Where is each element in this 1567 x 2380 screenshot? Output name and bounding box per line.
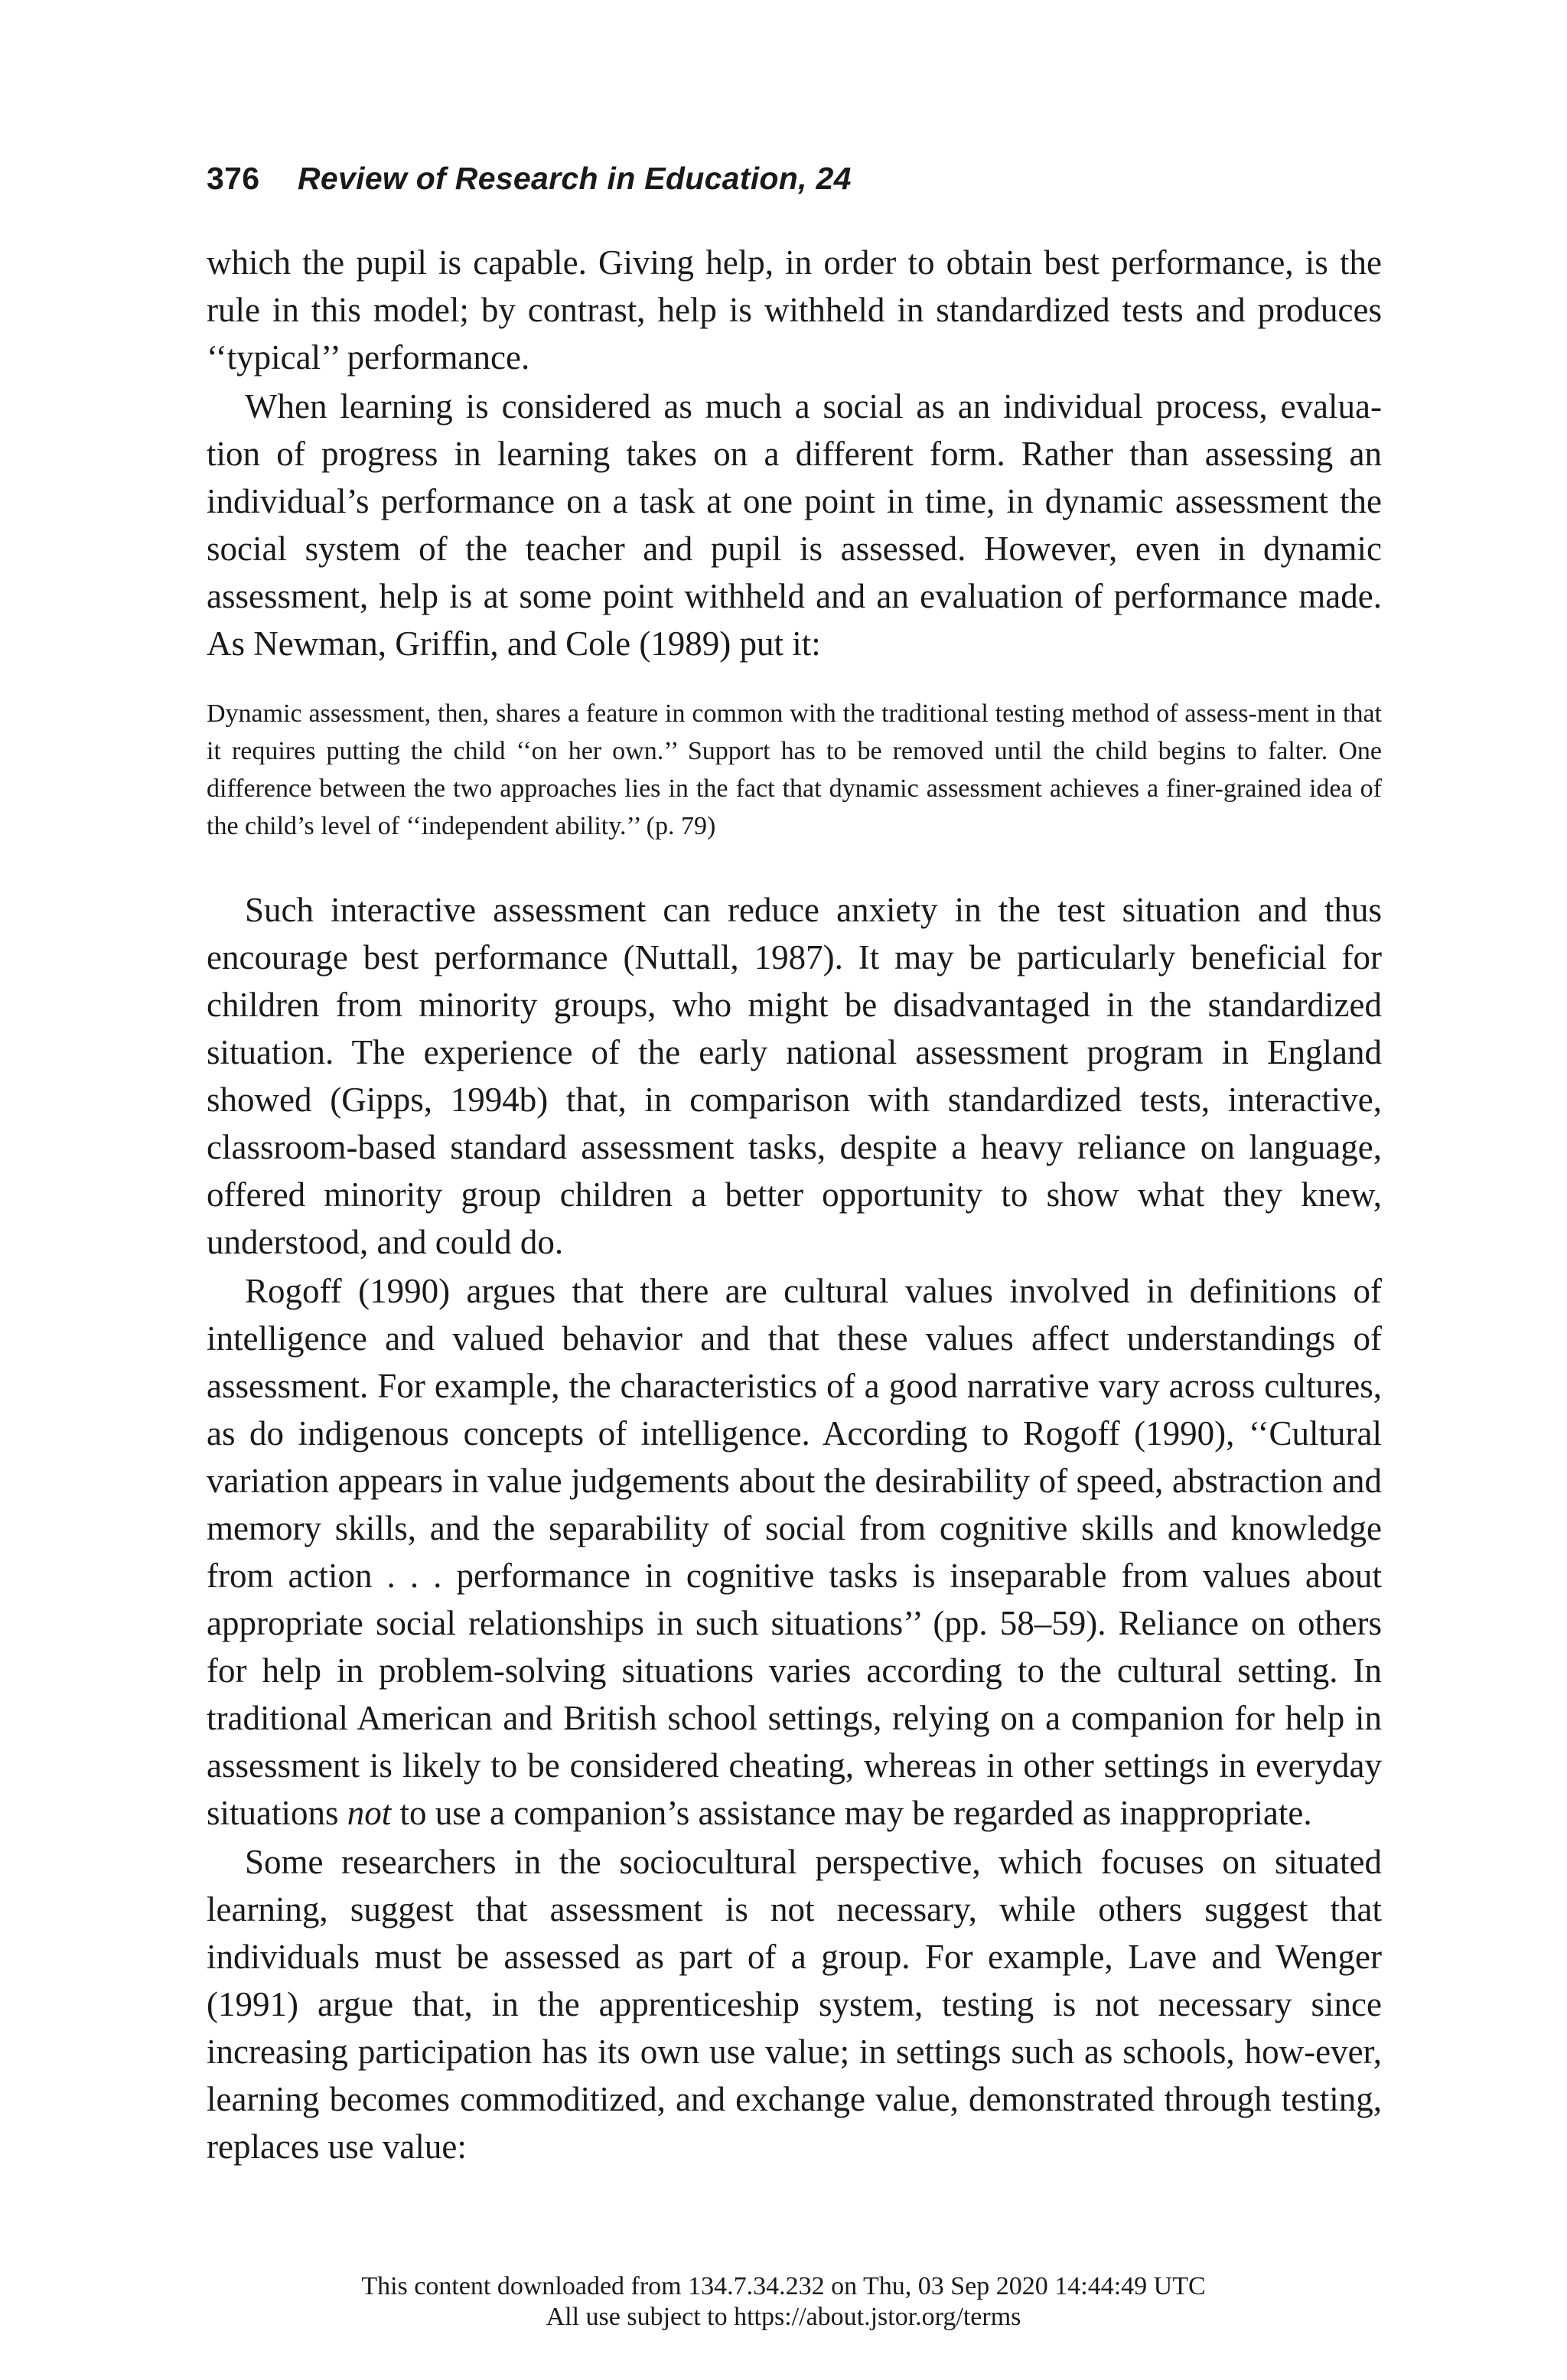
journal-title: Review of Research in Education, 24 (298, 161, 852, 196)
download-footer (0, 2271, 1567, 2333)
page-number: 376 (207, 161, 260, 196)
footer-download-line: This content downloaded from 134.7.34.232 on Thu, 03 Sep 2020 14:44:49 UTC (361, 2272, 1206, 2300)
rogoff-text-end: to use a companion’s assistance may be regarded as inappropriate. (391, 1794, 1312, 1832)
paragraph-dynamic-assessment: When learning is considered as much a social as an individual process, evalua-tion of progress in learning takes on a different form. Rather than assessing an individual’s performance on a task at one point in time, in dynamic assessment the social system of the teacher and pupil is assessed. However, even in dynamic assessment, help is at some point withheld and an evaluation of performance made. As Newman, Griffin, and Cole (1989) put it: (207, 387, 1382, 663)
block-quote: Dynamic assessment, then, shares a feature in common with the traditional testing method of assess-ment in that it requires putting the child ‘‘on her own.’’ Support has to be removed until the child begins to falter. One difference between the two approaches lies in the fact that dynamic assessment achieves a finer-grained idea of the child’s level of ‘‘independent ability.’’ (p. 79) (207, 699, 1382, 840)
emphasis-not: not (347, 1794, 392, 1832)
paragraph-rogoff (207, 1267, 1382, 1837)
paragraph-continued: which the pupil is capable. Giving help, in order to obtain best performance, is the rule in this model; by contrast, help is withheld in standardized tests and produces ‘‘typical’’ performance. (207, 243, 1382, 377)
paragraph-sociocultural: Some researchers in the sociocultural perspective, which focuses on situated learning, suggest that assessment is not necessary, while others suggest that individuals must be assessed as part of a group. For example, Lave and Wenger (1991) argue that, in the apprenticeship system, testing is not necessary since increasing participation has its own use value; in settings such as schools, how-ever, learning becomes commoditized, and exchange value, demonstrated through testing, replaces use value: (207, 1843, 1382, 2166)
lower-text-block (207, 886, 1382, 2172)
running-head (207, 161, 852, 197)
rogoff-text-start: Rogoff (1990) argues that there are cultural values involved in definitions of intelligence and valued behavior and that these values affect understandings of assessment. For example, the characteristics of a good narrative vary across cultures, as do indigenous concepts of intelligence. According to Rogoff (1990), ‘‘Cultural variation appears in value judgements about the desirability of speed, abstraction and memory skills, and the separability of social from cognitive skills and knowledge from action . . . performance in cognitive tasks is inseparable from values about appropriate social relationships in such situations’’ (pp. 58–59). Reliance on others for help in problem-solving situations varies according to the cultural setting. In traditional American and British school settings, relying on a companion for help in assessment is likely to be considered cheating, whereas in other settings in everyday situations (207, 1272, 1382, 1832)
top-text-block (207, 239, 1382, 669)
paragraph-interactive-assessment: Such interactive assessment can reduce anxiety in the test situation and thus encourage best performance (Nuttall, 1987). It may be particularly beneficial for children from minority groups, who might be disadvantaged in the standardized situation. The experience of the early national assessment program in England showed (Gipps, 1994b) that, in comparison with standardized tests, interactive, classroom-based standard assessment tasks, despite a heavy reliance on language, offered minority group children a better opportunity to show what they knew, understood, and could do. (207, 891, 1382, 1261)
footer-terms-line: All use subject to https://about.jstor.org/terms (546, 2303, 1021, 2331)
